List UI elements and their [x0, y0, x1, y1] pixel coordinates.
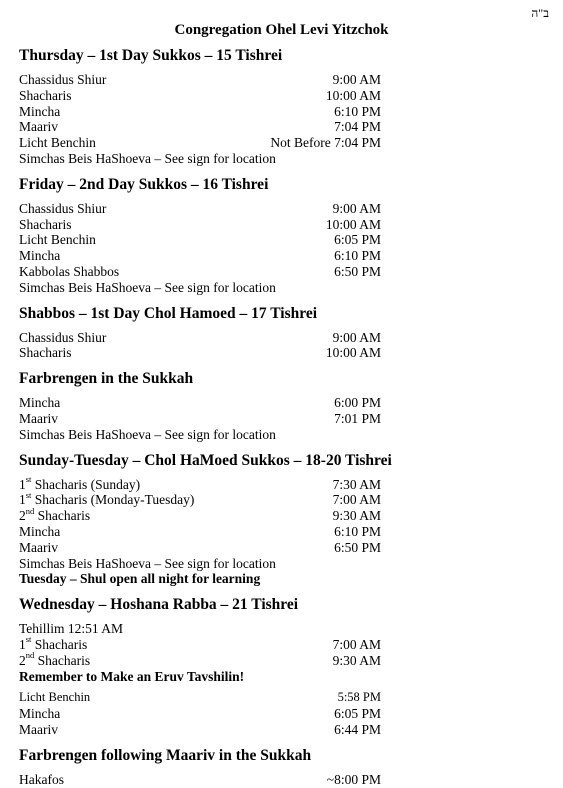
- row-label: Licht Benchin: [19, 135, 96, 151]
- schedule-row: [19, 395, 381, 411]
- row-label: Maariv: [19, 410, 58, 426]
- row-time: 10:00 AM: [325, 216, 381, 232]
- row-label: Shacharis: [19, 216, 72, 232]
- row-label: Licht Benchin: [19, 232, 96, 248]
- section-note: Simchas Beis HaShoeva – See sign for location: [19, 426, 276, 442]
- row-time: 9:00 AM: [332, 72, 381, 87]
- bh-marking: ב"ה: [531, 6, 549, 20]
- row-label: Chassidus Shiur: [19, 72, 107, 87]
- schedule-row: [19, 88, 381, 104]
- section-note-bold: Tuesday – Shul open all night for learning: [19, 571, 261, 587]
- row-label: Kabbolas Shabbos: [19, 263, 120, 279]
- page-title: Congregation Ohel Levi Yitzchok: [174, 22, 389, 38]
- section-farbrengen-sukkah: [19, 369, 381, 442]
- row-label: Mincha: [19, 395, 61, 411]
- schedule-row: [19, 264, 381, 280]
- row-label: Mincha: [19, 103, 61, 119]
- row-time: 7:04 PM: [334, 119, 381, 135]
- row-time: Not Before 7:04 PM: [270, 135, 381, 151]
- row-time: 7:01 PM: [334, 410, 381, 426]
- section-note: Simchas Beis HaShoeva – See sign for location: [19, 150, 276, 166]
- row-time: 6:10 PM: [334, 248, 381, 264]
- section-note: Simchas Beis HaShoeva – See sign for location: [19, 279, 276, 295]
- row-time: 7:00 AM: [332, 492, 381, 508]
- row-time: 6:05 PM: [334, 232, 381, 248]
- schedule-row: [19, 650, 381, 669]
- schedule-row: [19, 722, 381, 738]
- schedule-row: [19, 330, 381, 346]
- row-label: Maariv: [19, 721, 58, 737]
- section-note: Simchas Beis HaShoeva – See sign for location: [19, 555, 276, 571]
- row-label: Chassidus Shiur: [19, 200, 107, 216]
- section-heading: Wednesday – Hoshana Rabba – 21 Tishrei: [19, 596, 299, 614]
- row-time: 6:05 PM: [334, 706, 381, 722]
- row-time: 7:00 AM: [332, 636, 381, 652]
- row-time: 6:00 PM: [334, 395, 381, 411]
- section-shabbos: [19, 304, 381, 362]
- section-note-bold: Remember to Make an Eruv Tavshilin!: [19, 668, 245, 684]
- schedule-row: [19, 474, 381, 493]
- section-heading: Shabbos – 1st Day Chol Hamoed – 17 Tishrei: [19, 304, 318, 322]
- section-heading: Farbrengen in the Sukkah: [19, 370, 194, 388]
- row-time: 5:58 PM: [337, 690, 381, 705]
- schedule-row: [19, 524, 381, 540]
- schedule-row: [19, 345, 381, 361]
- row-time: 9:00 AM: [332, 329, 381, 345]
- row-time: 6:50 PM: [334, 263, 381, 279]
- row-label: Maariv: [19, 119, 58, 135]
- row-label: Mincha: [19, 523, 61, 539]
- row-label: 1st Shacharis (Sunday): [19, 474, 141, 492]
- row-label: 2nd Shacharis: [19, 650, 91, 668]
- schedule-row: [19, 505, 381, 524]
- section-heading: Friday – 2nd Day Sukkos – 16 Tishrei: [19, 175, 269, 193]
- row-time: 6:10 PM: [334, 523, 381, 539]
- section-sunday-tuesday: [19, 451, 392, 588]
- row-time: ~8:00 PM: [326, 771, 381, 787]
- row-time: 7:30 AM: [332, 476, 381, 492]
- row-label: 1st Shacharis (Monday-Tuesday): [19, 489, 195, 508]
- row-label: Hakafos: [19, 771, 64, 787]
- row-time: 9:30 AM: [332, 652, 381, 668]
- row-label: 2nd Shacharis: [19, 505, 91, 524]
- section-heading: Farbrengen following Maariv in the Sukkah: [19, 746, 312, 764]
- schedule-row: [19, 772, 381, 788]
- schedule-row: [19, 232, 381, 248]
- row-label: Licht Benchin: [19, 690, 91, 705]
- row-label: Shacharis: [19, 87, 72, 103]
- row-time: 9:30 AM: [332, 508, 381, 524]
- row-label: 1st Shacharis: [19, 634, 88, 652]
- schedule-row: [19, 135, 381, 151]
- schedule-row: [19, 104, 381, 120]
- schedule-row: [19, 540, 381, 556]
- row-label: Maariv: [19, 539, 58, 555]
- section-intro: Tehillim 12:51 AM: [19, 621, 124, 637]
- section-heading: Thursday – 1st Day Sukkos – 15 Tishrei: [19, 47, 283, 64]
- schedule-row: [19, 706, 381, 722]
- row-label: Chassidus Shiur: [19, 329, 107, 345]
- schedule-row: [19, 634, 381, 653]
- schedule-row: [19, 248, 381, 264]
- schedule-row: [19, 489, 381, 508]
- schedule-row: [19, 217, 381, 233]
- schedule-content: [19, 46, 392, 788]
- schedule-row: [19, 72, 381, 88]
- row-label: Shacharis: [19, 345, 72, 361]
- row-time: 9:00 AM: [332, 200, 381, 216]
- row-time: 6:10 PM: [334, 103, 381, 119]
- row-label: Mincha: [19, 248, 61, 264]
- schedule-row: [19, 411, 381, 427]
- row-time: 10:00 AM: [325, 345, 381, 361]
- row-time: 6:44 PM: [334, 721, 381, 737]
- schedule-row: [19, 201, 381, 217]
- row-label: Mincha: [19, 706, 61, 722]
- schedule-row: [19, 119, 381, 135]
- row-time: 6:50 PM: [334, 539, 381, 555]
- section-thursday: [19, 46, 381, 167]
- section-farbrengen-following-maariv: [19, 746, 381, 788]
- section-friday: [19, 175, 381, 296]
- section-wednesday: [19, 595, 381, 738]
- section-heading: Sunday-Tuesday – Chol HaMoed Sukkos – 18-20 Tishrei: [19, 451, 392, 469]
- schedule-row: [19, 690, 381, 706]
- row-time: 10:00 AM: [325, 87, 381, 103]
